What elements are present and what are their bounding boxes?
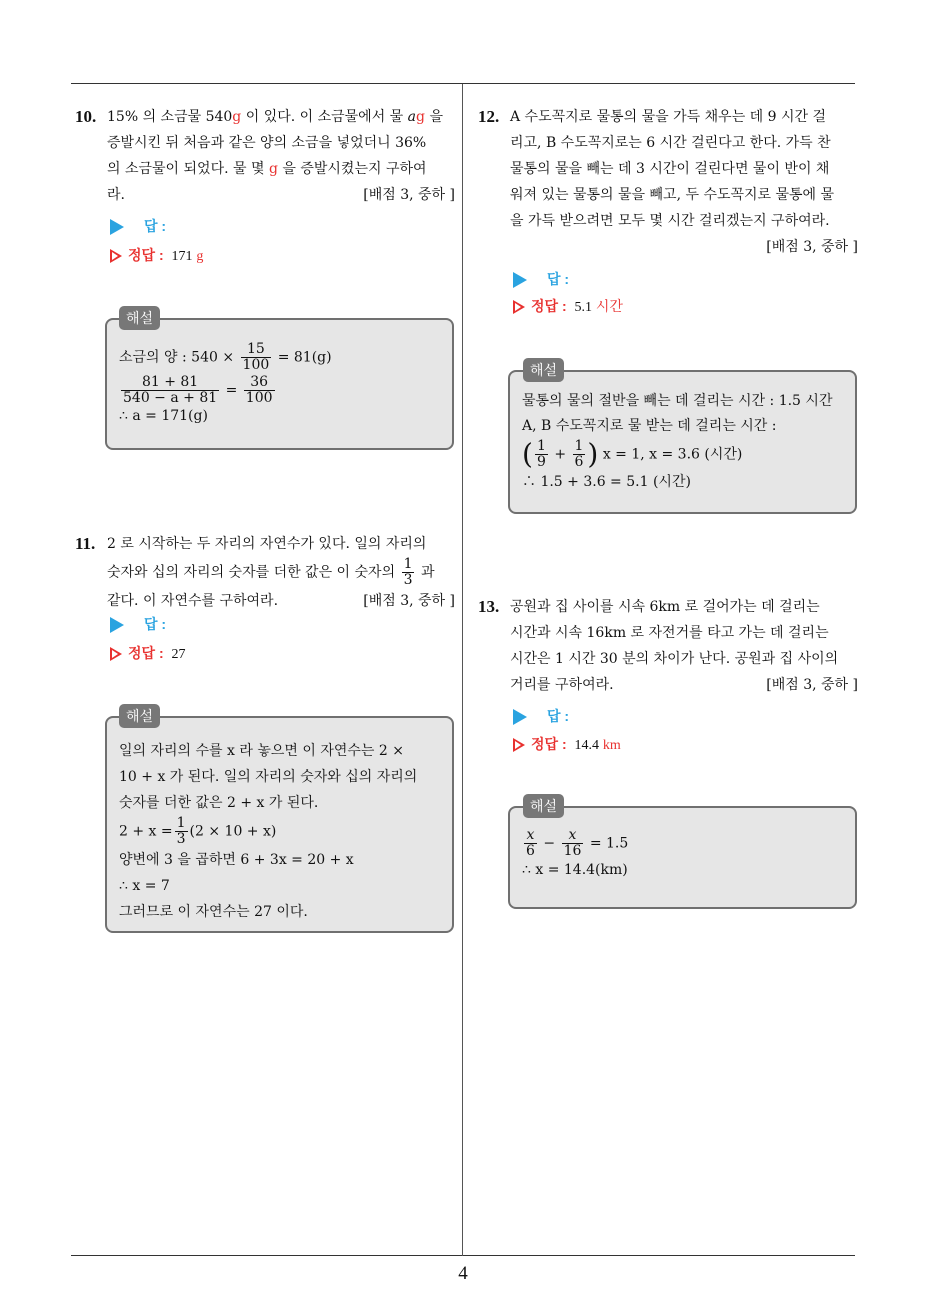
problem-line: 공원과 집 사이를 시속 6km 로 걸어가는 데 걸리는 [510, 599, 820, 615]
problem-line: 증발시킨 뒤 처음과 같은 양의 소금을 넣었더니 36% [107, 135, 427, 151]
problem-number: 12. [478, 107, 500, 126]
play-triangle-icon [110, 219, 124, 235]
play-triangle-icon [513, 272, 527, 288]
problem-line: 시간은 1 시간 30 분의 차이가 난다. 공원과 집 사이의 [510, 651, 839, 667]
answer-slot-10: 답 : [110, 216, 166, 236]
explain-line: ∴ x = 7 [119, 878, 170, 894]
fraction: $\frac{36}{100}$ [245, 374, 273, 406]
outline-triangle-icon [110, 647, 122, 661]
play-triangle-icon [110, 617, 124, 633]
explanation-tag: 해설 [523, 358, 564, 382]
explain-line: $\frac{x}{6}$ − $\frac{x}{16}$ = 1.5 [526, 827, 629, 859]
problem-line: 워져 있는 물통의 물을 빼고, 두 수도꼭지로 물통에 물 [510, 187, 835, 203]
explanation-box-11 [105, 716, 454, 933]
explanation-tag: 해설 [523, 794, 564, 818]
outline-triangle-icon [110, 249, 122, 263]
explain-line: 양변에 3 을 곱하면 6 + 3x = 20 + x [119, 852, 354, 868]
page-number: 4 [458, 1263, 468, 1284]
explain-line: A, B 수도꼭지로 물 받는 데 걸리는 시간 : [522, 418, 777, 434]
problem-line: 15% 의 소금물 540g 이 있다. 이 소금물에서 물 ag 을 [107, 109, 443, 125]
answer-slot-12: 답 : [513, 269, 569, 289]
problem-12 [478, 104, 858, 260]
problem-13 [478, 594, 858, 698]
explanation-box-13 [508, 806, 857, 909]
explain-line: ∴ 1.5 + 3.6 = 5.1 (시간) [522, 474, 691, 490]
problem-11 [75, 531, 455, 614]
outline-triangle-icon [513, 300, 525, 314]
answer-slot-13: 답 : [513, 706, 569, 726]
correct-answer-10: 정답 : 171 g [110, 245, 203, 265]
correct-answer-11: 정답 : 27 [110, 643, 186, 663]
explain-line: 일의 자리의 수를 x 라 놓으면 이 자연수는 2 × [119, 743, 404, 759]
problem-line: 라. [배점 3, 중하 ] [107, 182, 455, 208]
explain-line: ∴ a = 171(g) [119, 408, 208, 424]
fraction: $\frac{1}{6}$ [574, 438, 584, 470]
problem-line: 물통의 물을 빼는 데 3 시간이 걸린다면 물이 반이 채 [510, 161, 830, 177]
correct-answer-13: 정답 : 14.4 km [513, 734, 621, 754]
problem-10 [75, 104, 455, 208]
fraction: $\frac{x}{16}$ [563, 827, 582, 859]
explain-line: ∴ x = 14.4(km) [522, 862, 628, 878]
fraction: $\frac{1}{3}$ [176, 815, 186, 847]
problem-number: 13. [478, 597, 500, 616]
problem-line: A 수도꼭지로 물통의 물을 가득 채우는 데 9 시간 걸 [510, 109, 827, 125]
explain-line: $\frac{81 + 81}{540 - a + 81}$ = $\frac{36}{100}$ [123, 374, 273, 406]
explain-line: 2 + x = $\frac{1}{3}$ (2 × 10 + x) [119, 815, 277, 847]
score-label: [배점 3, 중하 ] [363, 593, 455, 609]
fraction: $\frac{x}{6}$ [526, 827, 535, 859]
problem-line: 의 소금물이 되었다. 물 몇 g 을 증발시켰는지 구하여 [107, 161, 427, 177]
score-label: [배점 3, 중하 ] [766, 239, 858, 255]
score-label: [배점 3, 중하 ] [363, 187, 455, 203]
problem-line: 시간과 시속 16km 로 자전거를 타고 가는 데 걸리는 [510, 625, 829, 641]
correct-answer-12: 정답 : 5.1 시간 [513, 296, 623, 316]
problem-line: 2 로 시작하는 두 자리의 자연수가 있다. 일의 자리의 [107, 536, 427, 552]
top-rule [71, 83, 855, 84]
fraction: $\frac{1}{3}$ [403, 556, 413, 588]
problem-line: 거리를 구하여라. [배점 3, 중하 ] [510, 672, 858, 698]
bottom-rule [71, 1255, 855, 1256]
problem-number: 11. [75, 534, 96, 553]
play-triangle-icon [513, 709, 527, 725]
explanation-tag: 해설 [119, 306, 160, 330]
outline-triangle-icon [513, 738, 525, 752]
problem-line: 을 가득 받으려면 모두 몇 시간 걸리겠는지 구하여라. [510, 213, 830, 229]
problem-number: 10. [75, 107, 97, 126]
problem-line: 같다. 이 자연수를 구하여라. [배점 3, 중하 ] [107, 588, 455, 614]
problem-line: 리고, B 수도꼭지로는 6 시간 걸린다고 한다. 가득 찬 [510, 135, 831, 151]
problem-line [510, 234, 858, 260]
explain-line: 숫자를 더한 값은 2 + x 가 된다. [119, 795, 319, 811]
explanation-box-10 [105, 318, 454, 450]
explanation-tag: 해설 [119, 704, 160, 728]
explanation-box-12 [508, 370, 857, 514]
fraction: $\frac{81 + 81}{540 - a + 81}$ [123, 374, 218, 406]
score-label: [배점 3, 중하 ] [766, 677, 858, 693]
explain-line: 10 + x 가 된다. 일의 자리의 숫자와 십의 자리의 [119, 769, 418, 785]
problem-line: 숫자와 십의 자리의 숫자를 더한 값은 이 숫자의 $\frac{1}{3}$ 과 [107, 556, 435, 588]
fraction: $\frac{15}{100}$ [242, 341, 270, 373]
fraction: $\frac{1}{9}$ [536, 438, 546, 470]
explain-line: 물통의 물의 절반을 빼는 데 걸리는 시간 : 1.5 시간 [522, 393, 833, 409]
explain-line: 소금의 양 : 540 × $\frac{15}{100}$ = 81(g) [119, 341, 332, 373]
column-divider [462, 84, 463, 1256]
explain-line: ( $\frac{1}{9}$ + $\frac{1}{6}$ ) x = 1, x = 3.6 (시간) [522, 437, 743, 471]
answer-slot-11: 답 : [110, 614, 166, 634]
explain-line: 그러므로 이 자연수는 27 이다. [119, 904, 308, 920]
